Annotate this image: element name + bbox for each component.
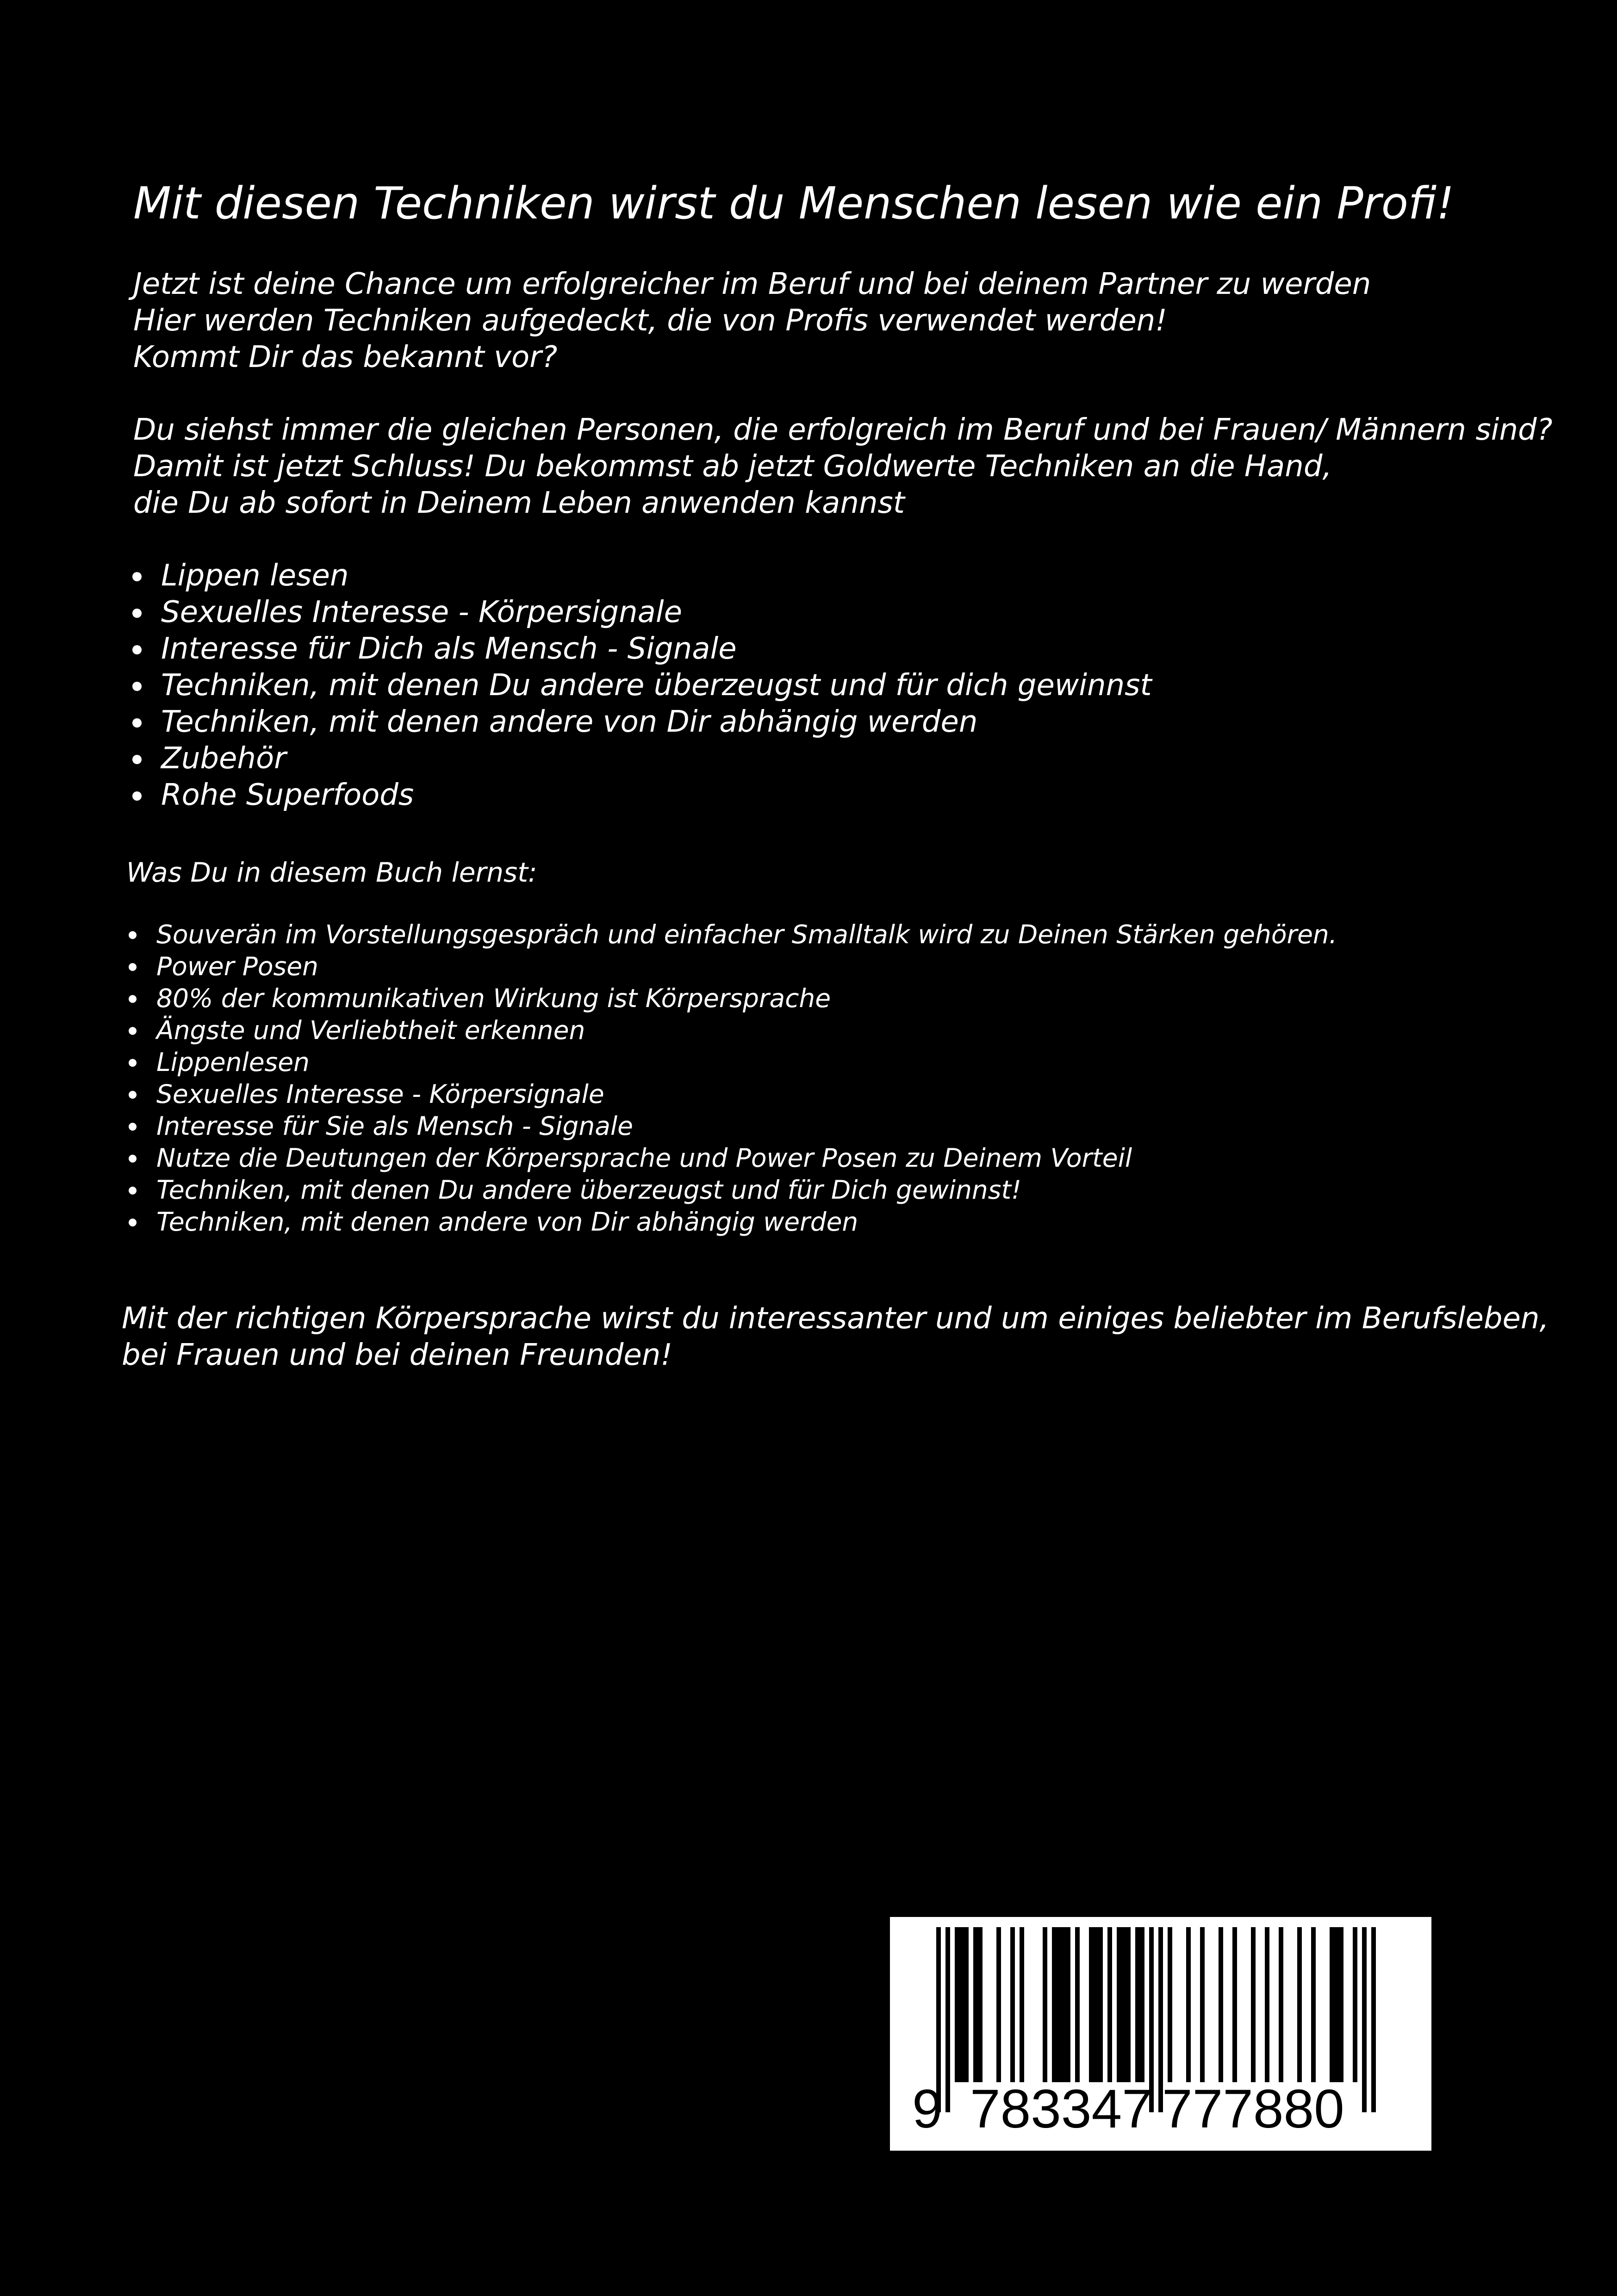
feature-item: Zubehör <box>161 740 1152 777</box>
problem-line: Damit ist jetzt Schluss! Du bekommst ab jetzt Goldwerte Techniken an die Hand, <box>133 449 1332 484</box>
learn-item: Ängste und Verliebtheit erkennen <box>156 1014 1337 1046</box>
intro-line: Jetzt ist deine Chance um erfolgreicher im Beruf und bei deinem Partner zu werden <box>133 267 1371 301</box>
closing-line: bei Frauen und bei deinen Freunden! <box>122 1338 672 1372</box>
learn-item: Techniken, mit denen Du andere überzeugst und für Dich gewinnst! <box>156 1174 1337 1206</box>
feature-item: Techniken, mit denen andere von Dir abhängig werden <box>161 704 1152 740</box>
barcode-bar <box>1135 1927 1140 2082</box>
barcode-bar <box>978 1927 983 2082</box>
feature-item: Techniken, mit denen Du andere überzeugst und für dich gewinnst <box>161 667 1152 704</box>
barcode-bar <box>1168 1927 1172 2082</box>
barcode-bar <box>1251 1927 1256 2082</box>
learn-list <box>156 919 1337 1238</box>
feature-item: Sexuelles Interesse - Körpersignale <box>161 594 1152 631</box>
barcode-bar <box>1066 1927 1070 2082</box>
feature-list <box>161 558 1152 814</box>
barcode-bar <box>973 1927 978 2082</box>
barcode-digits <box>903 2079 1430 2139</box>
barcode-bar <box>1265 1927 1269 2082</box>
problem-line: Du siehst immer die gleichen Personen, die erfolgreich im Beruf und bei Frauen/ Männern sind? <box>133 413 1553 447</box>
intro-line: Kommt Dir das bekannt vor? <box>133 340 558 374</box>
barcode-bar <box>1061 1927 1066 2082</box>
barcode-bar <box>1330 1927 1334 2082</box>
learn-item: Interesse für Sie als Mensch - Signale <box>156 1110 1337 1142</box>
barcode-bar <box>1121 1927 1126 2082</box>
barcode-bar <box>1057 1927 1061 2082</box>
learn-item: 80% der kommunikativen Wirkung ist Körpersprache <box>156 983 1337 1014</box>
barcode-bar <box>1140 1927 1144 2082</box>
barcode-bar <box>1186 1927 1191 2082</box>
learn-heading: Was Du in diesem Buch lernst: <box>126 857 537 888</box>
barcode-left-group: 783347 <box>970 2078 1152 2140</box>
barcode-bar <box>1107 1927 1112 2082</box>
barcode-bar <box>1089 1927 1094 2082</box>
intro-line: Hier werden Techniken aufgedeckt, die von Profis verwendet werden! <box>133 304 1167 338</box>
barcode-bar <box>1052 1927 1057 2082</box>
learn-item: Souverän im Vorstellungsgespräch und einfacher Smalltalk wird zu Deinen Stärken gehören. <box>156 919 1337 951</box>
barcode-bar <box>1297 1927 1302 2082</box>
feature-item: Lippen lesen <box>161 558 1152 594</box>
intro-paragraph <box>133 266 1371 376</box>
headline: Mit diesen Techniken wirst du Menschen lesen wie ein Profi! <box>133 178 1455 229</box>
learn-item: Lippenlesen <box>156 1046 1337 1078</box>
learn-item: Power Posen <box>156 951 1337 983</box>
problem-paragraph <box>133 412 1553 522</box>
barcode-bar <box>955 1927 959 2082</box>
barcode-bar <box>1339 1927 1343 2082</box>
barcode-bar <box>1098 1927 1103 2082</box>
learn-item: Sexuelles Interesse - Körpersignale <box>156 1078 1337 1110</box>
barcode-bar <box>1117 1927 1121 2082</box>
barcode-bar <box>1200 1927 1205 2082</box>
barcode-bar <box>1311 1927 1316 2082</box>
barcode-bar <box>1334 1927 1339 2082</box>
barcode-bar <box>1353 1927 1357 2082</box>
closing-line: Mit der richtigen Körpersprache wirst du interessanter und um einiges beliebter im Berufsleben, <box>122 1301 1549 1336</box>
barcode-bar <box>964 1927 969 2082</box>
barcode-bar <box>959 1927 964 2082</box>
barcode-bar <box>1232 1927 1237 2082</box>
barcode-bar <box>1126 1927 1131 2082</box>
isbn-barcode <box>890 1917 1431 2151</box>
closing-paragraph <box>122 1300 1549 1374</box>
barcode-right-group: 777880 <box>1162 2078 1344 2140</box>
problem-line: die Du ab sofort in Deinem Leben anwenden kannst <box>133 486 905 520</box>
learn-item: Techniken, mit denen andere von Dir abhängig werden <box>156 1206 1337 1238</box>
barcode-bar <box>1279 1927 1283 2082</box>
barcode-bar <box>1010 1927 1015 2082</box>
barcode-bar <box>1094 1927 1098 2082</box>
barcode-lead-digit: 9 <box>912 2078 943 2140</box>
learn-item: Nutze die Deutungen der Körpersprache und Power Posen zu Deinem Vorteil <box>156 1142 1337 1174</box>
barcode-bar <box>1020 1927 1024 2082</box>
feature-item: Interesse für Dich als Mensch - Signale <box>161 631 1152 667</box>
barcode-bar <box>1219 1927 1223 2082</box>
barcode-bar <box>1075 1927 1080 2082</box>
barcode-bar <box>996 1927 1001 2082</box>
barcode-bar <box>1043 1927 1047 2082</box>
feature-item: Rohe Superfoods <box>161 777 1152 814</box>
